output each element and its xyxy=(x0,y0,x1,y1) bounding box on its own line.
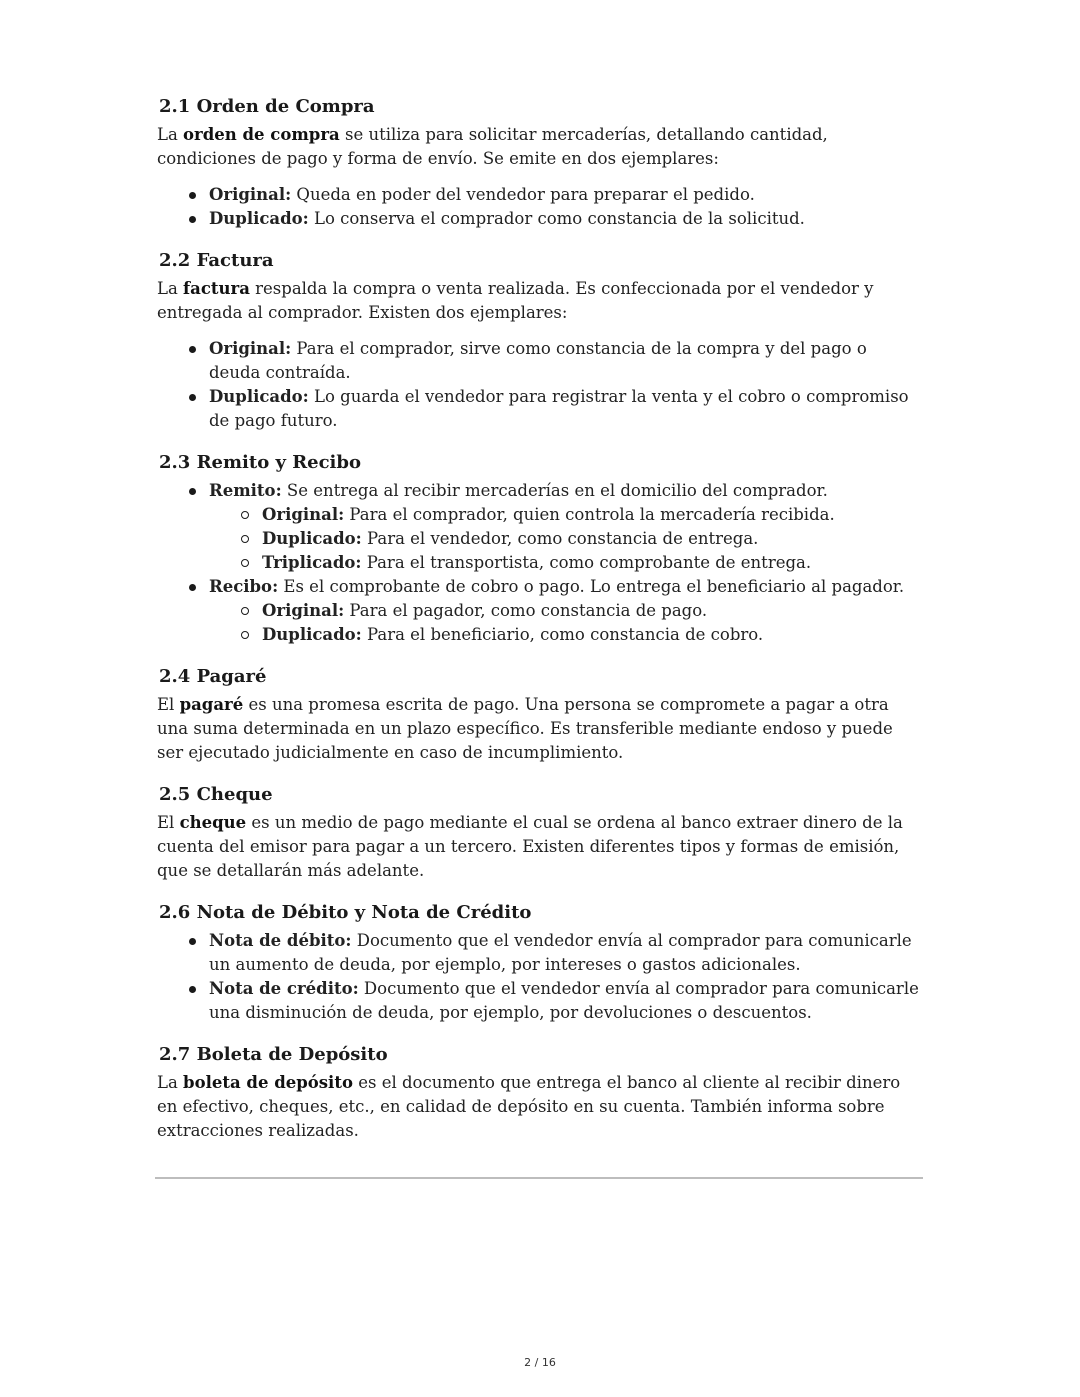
paragraph-bold-term: orden de compra xyxy=(183,125,340,144)
sub-list-item-text: Para el vendedor, como constancia de entrega. xyxy=(361,529,759,548)
paragraph-text: El xyxy=(157,813,180,832)
section-title: 2.1 Orden de Compra xyxy=(159,96,375,117)
section-paragraph xyxy=(157,1071,923,1143)
section-nota-debito-credito xyxy=(157,901,923,1025)
list-item xyxy=(209,977,923,1025)
sub-list-item-label: Duplicado: xyxy=(262,625,362,644)
list-item-text: Lo conserva el comprador como constancia de la solicitud. xyxy=(308,209,805,228)
document-body xyxy=(157,95,923,1143)
horizontal-divider xyxy=(155,1177,923,1179)
list-item-label: Remito: xyxy=(209,481,282,500)
paragraph-text: se utiliza para solicitar mercaderías, detallando cantidad, condiciones de pago y forma de envío. Se emite en dos ejemplares: xyxy=(157,125,828,168)
paragraph-text: es un medio de pago mediante el cual se ordena al banco extraer dinero de la cuenta del emisor para pagar a un tercero. Existen diferentes tipos y formas de emisión, que se detallarán más adelante. xyxy=(157,813,903,880)
section-paragraph xyxy=(157,811,923,883)
paragraph-text: es el documento que entrega el banco al cliente al recibir dinero en efectivo, cheques, etc., en calidad de depósito en su cuenta. También informa sobre extracciones realizadas. xyxy=(157,1073,901,1140)
list-item-label: Recibo: xyxy=(209,577,279,596)
sub-list-item xyxy=(262,623,923,647)
list-item xyxy=(209,337,923,385)
section-paragraph xyxy=(157,123,923,171)
list-item-label: Original: xyxy=(209,339,292,358)
section-orden-de-compra xyxy=(157,95,923,231)
section-pagare xyxy=(157,665,923,765)
paragraph-bold-term: pagaré xyxy=(179,695,244,714)
list-item-text: Lo guarda el vendedor para registrar la venta y el cobro o compromiso de pago futuro. xyxy=(209,387,909,430)
paragraph-bold-term: boleta de depósito xyxy=(183,1073,353,1092)
sub-list-item-text: Para el pagador, como constancia de pago. xyxy=(344,601,708,620)
sub-list-item-text: Para el comprador, quien controla la mercadería recibida. xyxy=(344,505,835,524)
page-number: 2 / 16 xyxy=(524,1356,556,1369)
list-item-label: Nota de crédito: xyxy=(209,979,359,998)
paragraph-text: respalda la compra o venta realizada. Es confeccionada por el vendedor y entregada al comprador. Existen dos ejemplares: xyxy=(157,279,874,322)
section-title: 2.3 Remito y Recibo xyxy=(159,452,361,473)
sub-list-item-text: Para el beneficiario, como constancia de cobro. xyxy=(361,625,764,644)
sub-list-item-label: Original: xyxy=(262,505,345,524)
list-item-text: Para el comprador, sirve como constancia de la compra y del pago o deuda contraída. xyxy=(209,339,867,382)
list-item-label: Original: xyxy=(209,185,292,204)
section-title: 2.7 Boleta de Depósito xyxy=(159,1044,388,1065)
section-title: 2.5 Cheque xyxy=(159,784,273,805)
section-remito-y-recibo xyxy=(157,451,923,647)
section-title: 2.2 Factura xyxy=(159,250,274,271)
sub-list-item-label: Original: xyxy=(262,601,345,620)
list-item-text: Se entrega al recibir mercaderías en el domicilio del comprador. xyxy=(281,481,828,500)
list-item xyxy=(209,183,923,207)
sub-list-item xyxy=(262,599,923,623)
list-item-remito xyxy=(209,479,923,575)
section-title: 2.6 Nota de Débito y Nota de Crédito xyxy=(159,902,532,923)
sub-list-item-label: Triplicado: xyxy=(262,553,362,572)
section-boleta-de-deposito xyxy=(157,1043,923,1143)
list-item-text: Documento que el vendedor envía al comprador para comunicarle una disminución de deuda, por ejemplo, por devoluciones o descuentos. xyxy=(209,979,919,1022)
list-item xyxy=(209,929,923,977)
paragraph-text: La xyxy=(157,125,184,144)
section-paragraph xyxy=(157,693,923,765)
paragraph-text: La xyxy=(157,279,184,298)
paragraph-bold-term: factura xyxy=(183,279,250,298)
sub-list-item xyxy=(262,527,923,551)
paragraph-text: es una promesa escrita de pago. Una persona se compromete a pagar a otra una suma determinada en un plazo específico. Es transferible mediante endoso y puede ser ejecutado judicialmente en caso de incumplimiento. xyxy=(157,695,893,762)
paragraph-text: La xyxy=(157,1073,184,1092)
sub-list-item-label: Duplicado: xyxy=(262,529,362,548)
section-factura xyxy=(157,249,923,433)
list-item-label: Nota de débito: xyxy=(209,931,352,950)
paragraph-bold-term: cheque xyxy=(179,813,247,832)
paragraph-text: El xyxy=(157,695,180,714)
section-paragraph xyxy=(157,277,923,325)
sub-list-item-text: Para el transportista, como comprobante de entrega. xyxy=(361,553,812,572)
list-item xyxy=(209,385,923,433)
list-item-label: Duplicado: xyxy=(209,387,309,406)
list-item-recibo xyxy=(209,575,923,647)
section-cheque xyxy=(157,783,923,883)
list-item-text: Documento que el vendedor envía al comprador para comunicarle un aumento de deuda, por ejemplo, por intereses o gastos adicionales. xyxy=(209,931,912,974)
section-title: 2.4 Pagaré xyxy=(159,666,267,687)
list-item xyxy=(209,207,923,231)
sub-list-item xyxy=(262,551,923,575)
sub-list-item xyxy=(262,503,923,527)
list-item-label: Duplicado: xyxy=(209,209,309,228)
list-item-text: Es el comprobante de cobro o pago. Lo entrega el beneficiario al pagador. xyxy=(278,577,905,596)
list-item-text: Queda en poder del vendedor para preparar el pedido. xyxy=(291,185,755,204)
